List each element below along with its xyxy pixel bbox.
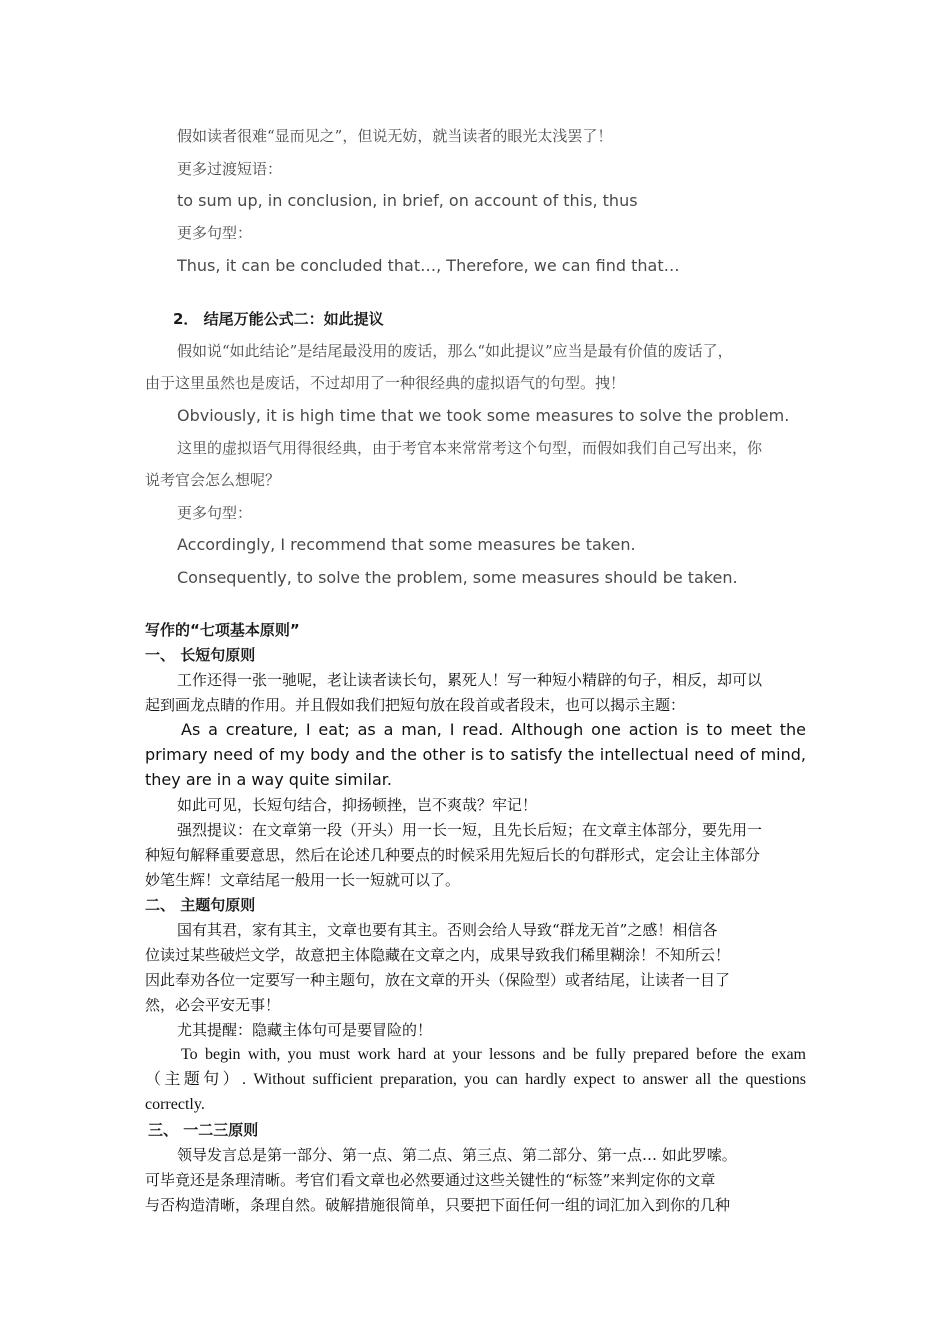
- principle-heading: 一、 长短句原则: [145, 646, 256, 664]
- paragraph: 如此可见，长短句结合，抑扬顿挫，岂不爽哉？牢记！: [177, 796, 538, 814]
- example-line: Thus, it can be concluded that…, Therefore, we can find that…: [177, 256, 680, 275]
- example-line: they are in a way quite similar.: [145, 770, 392, 789]
- sub-heading: 更多句型：: [177, 224, 253, 242]
- example-line: Consequently, to solve the problem, some measures should be taken.: [177, 568, 738, 587]
- paragraph: 工作还得一张一驰呢，老让读者读长句，累死人！写一种短小精辟的句子，相反，却可以: [177, 671, 763, 689]
- paragraph: 假如说“如此结论”是结尾最没用的废话，那么“如此提议”应当是最有价值的废话了，: [177, 342, 733, 360]
- example-line: to sum up, in conclusion, in brief, on account of this, thus: [177, 191, 638, 210]
- paragraph: 位读过某些破烂文学，故意把主体隐藏在文章之内，成果导致我们稀里糊涂！不知所云！: [145, 946, 731, 964]
- example-line: To begin with, you must work hard at your lessons and be fully prepared before the exam: [181, 1046, 806, 1063]
- paragraph: 领导发言总是第一部分、第一点、第二点、第三点、第二部分、第一点… 如此罗嗦。: [177, 1146, 737, 1164]
- paragraph: 种短句解释重要意思，然后在论述几种要点的时候采用先短后长的句群形式，定会让主体部分: [145, 846, 761, 864]
- paragraph: 可毕竟还是条理清晰。考官们看文章也必然要通过这些关键性的“标签”来判定你的文章: [145, 1171, 716, 1189]
- example-line: Obviously, it is high time that we took some measures to solve the problem.: [177, 406, 790, 425]
- principle-heading: 三、 一二三原则: [148, 1121, 259, 1139]
- paragraph: 由于这里虽然也是废话，不过却用了一种很经典的虚拟语气的句型。拽！: [145, 374, 626, 392]
- paragraph: 说考官会怎么想呢？: [145, 471, 281, 489]
- example-line: correctly.: [145, 1096, 205, 1113]
- paragraph: 与否构造清晰，条理自然。破解措施很简单，只要把下面任何一组的词汇加入到你的几种: [145, 1196, 731, 1214]
- paragraph: 起到画龙点睛的作用。并且假如我们把短句放在段首或者段末，也可以揭示主题：: [145, 696, 686, 714]
- section-title: 2． 结尾万能公式二：如此提议: [173, 310, 384, 328]
- sub-heading: 更多过渡短语：: [177, 160, 283, 178]
- paragraph: 国有其君，家有其主，文章也要有其主。否则会给人导致“群龙无首”之感！相信各: [177, 921, 718, 939]
- paragraph: 妙笔生辉！文章结尾一般用一长一短就可以了。: [145, 871, 461, 889]
- paragraph: 尤其提醒：隐藏主体句可是要冒险的！: [177, 1021, 433, 1039]
- paragraph: 然，必会平安无事！: [145, 996, 281, 1014]
- sub-heading: 更多句型：: [177, 504, 253, 522]
- example-line: Accordingly, I recommend that some measures be taken.: [177, 535, 636, 554]
- principle-heading: 二、 主题句原则: [145, 896, 256, 914]
- paragraph: 这里的虚拟语气用得很经典，由于考官本来常常考这个句型，而假如我们自己写出来，你: [177, 439, 763, 457]
- paragraph: 假如读者很难“显而见之”，但说无妨，就当读者的眼光太浅罢了！: [177, 127, 613, 145]
- paragraph: 强烈提议：在文章第一段（开头）用一长一短，且先长后短；在文章主体部分，要先用一: [177, 821, 763, 839]
- section-title: 写作的“七项基本原则”: [145, 621, 300, 639]
- example-line: As a creature, I eat; as a man, I read. Although one action is to meet the: [181, 720, 806, 739]
- paragraph: 因此奉劝各位一定要写一种主题句，放在文章的开头（保险型）或者结尾，让读者一目了: [145, 971, 731, 989]
- example-line: （主题句）. Without sufficient preparation, you can hardly expect to answer all the questions: [145, 1071, 806, 1088]
- example-line: primary need of my body and the other is to satisfy the intellectual need of mind,: [145, 745, 806, 764]
